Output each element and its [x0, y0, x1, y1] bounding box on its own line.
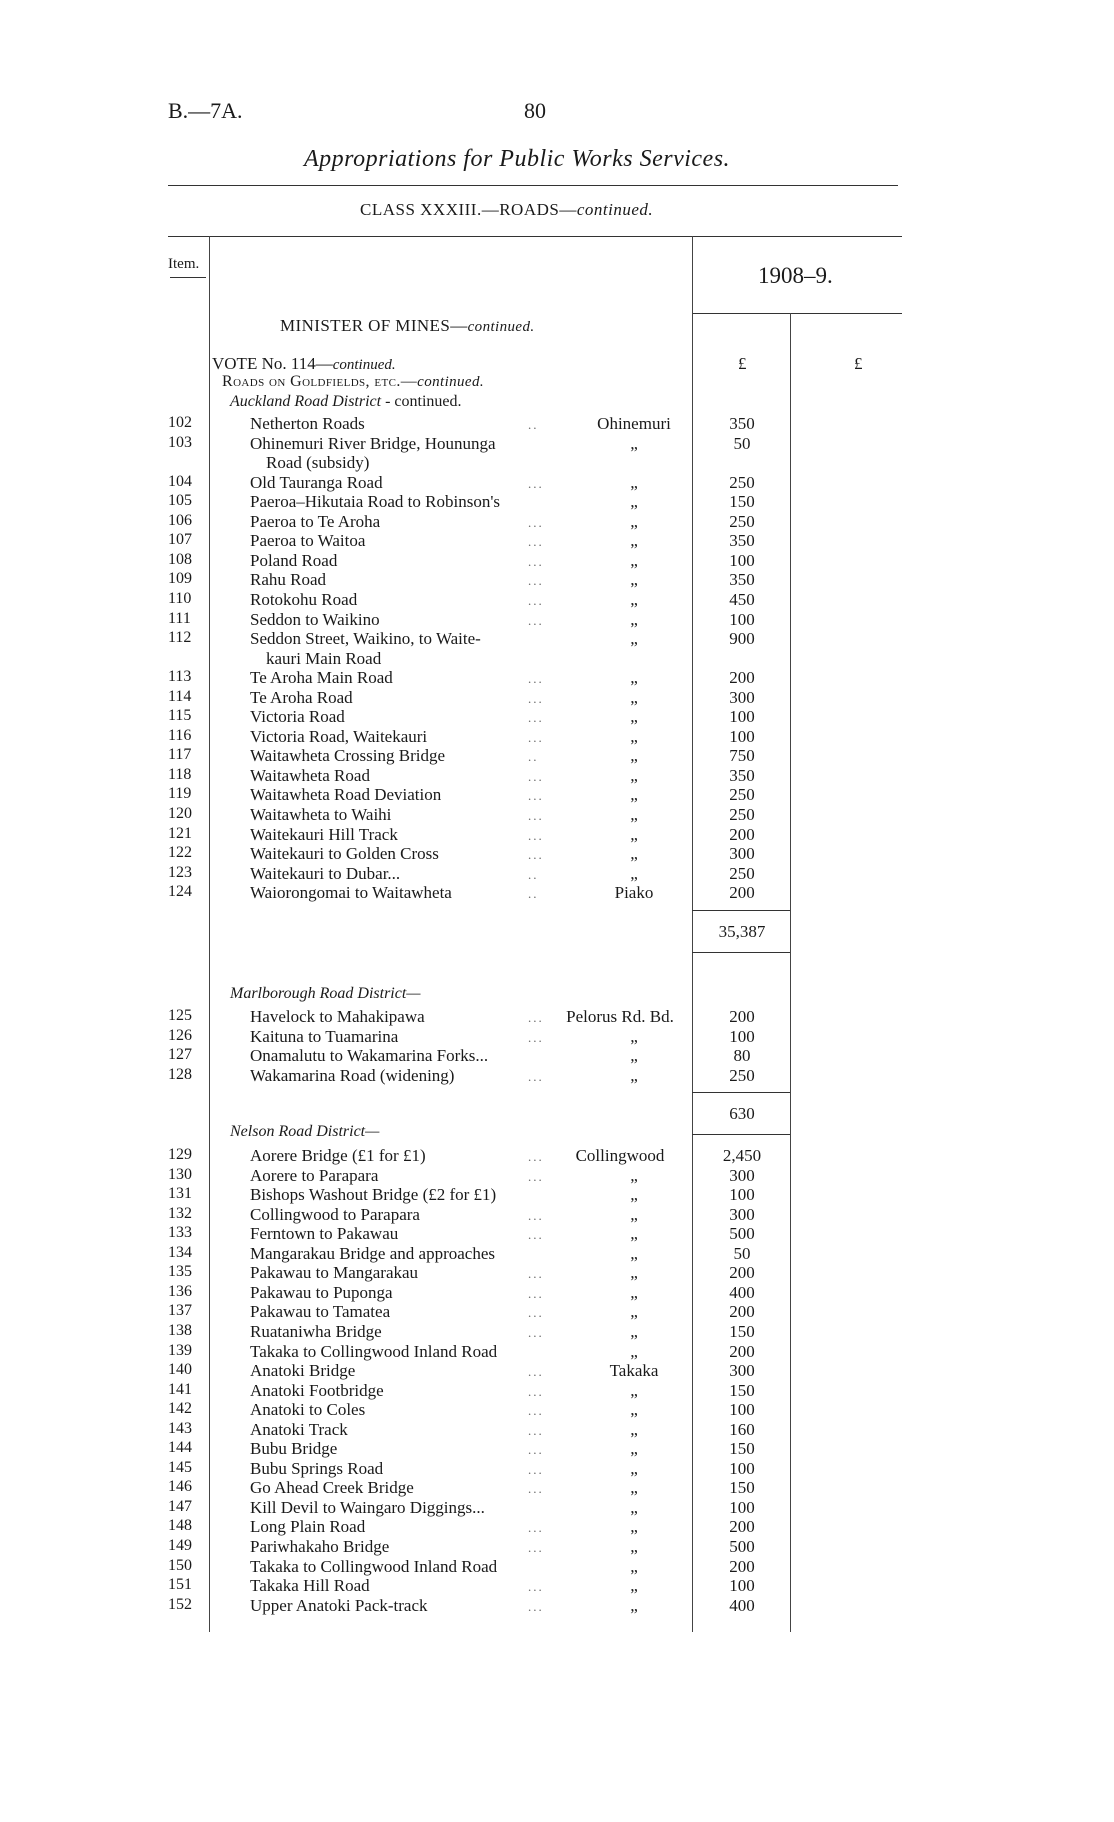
leader-dots: ... — [528, 1168, 544, 1184]
road-name: Te Aroha Road — [250, 687, 353, 707]
road-board: „ — [630, 1341, 638, 1361]
item-number: 138 — [168, 1321, 192, 1339]
amount: 150 — [729, 1321, 755, 1341]
road-board: „ — [630, 1263, 638, 1283]
item-number: 135 — [168, 1263, 192, 1281]
item-number: 146 — [168, 1478, 192, 1496]
road-name: Victoria Road, Waitekauri — [250, 726, 428, 746]
road-board: „ — [630, 1185, 638, 1205]
road-board: „ — [630, 863, 638, 883]
road-name: Ferntown to Pakawau — [250, 1224, 399, 1244]
year-column-header: 1908–9. — [758, 263, 833, 288]
subtotal-end-rule — [692, 952, 790, 953]
district-total: 630 — [729, 1104, 755, 1123]
vote-heading-main: VOTE No. 114— — [212, 354, 333, 373]
leader-dots: ... — [528, 1481, 544, 1497]
item-number: 103 — [168, 433, 192, 451]
district-heading-suffix: - continued. — [381, 393, 462, 410]
title-rule — [168, 185, 898, 186]
item-number: 124 — [168, 883, 192, 901]
leader-dots: ... — [528, 1442, 544, 1458]
leader-dots: ... — [528, 475, 544, 491]
item-number: 122 — [168, 844, 192, 862]
item-number: 136 — [168, 1282, 192, 1300]
leader-dots: ... — [528, 808, 544, 823]
road-name: Havelock to Mahakipawa — [250, 1007, 425, 1026]
leader-dots: ... — [528, 1579, 544, 1595]
item-column-header: Item. — [168, 256, 200, 272]
road-name: Ruataniwha Bridge — [250, 1321, 382, 1341]
item-number: 102 — [168, 414, 192, 431]
item-number: 141 — [168, 1380, 192, 1398]
road-name: Waitekauri Hill Track — [250, 824, 398, 844]
road-name: Takaka to Collingwood Inland Road — [250, 1341, 498, 1361]
district-heading-name: Auckland Road District — [230, 393, 382, 410]
road-name: Waitawheta to Waihi — [250, 805, 392, 824]
amount: 350 — [729, 531, 755, 551]
road-name: Takaka to Collingwood Inland Road — [250, 1556, 498, 1576]
class-heading-continued: continued. — [576, 200, 654, 219]
item-number: 125 — [168, 1007, 192, 1024]
road-board: „ — [630, 1224, 638, 1244]
amount: 200 — [729, 668, 755, 688]
road-name: Takaka Hill Road — [250, 1576, 370, 1596]
road-name: Seddon to Waikino — [250, 609, 380, 629]
road-board: „ — [630, 629, 638, 649]
amount: 100 — [729, 1458, 755, 1478]
item-number: 137 — [168, 1302, 192, 1320]
item-number: 109 — [168, 570, 192, 588]
leader-dots: .. — [528, 749, 539, 765]
road-board: „ — [630, 1026, 638, 1046]
road-name: Mangarakau Bridge and approaches — [250, 1243, 495, 1263]
road-name: Ohinemuri River Bridge, Hoununga — [250, 433, 496, 453]
road-name: Aorere Bridge (£1 for £1) — [250, 1146, 426, 1165]
item-number: 139 — [168, 1341, 192, 1359]
leader-dots: ... — [528, 1305, 544, 1321]
road-name: Kill Devil to Waingaro Diggings... — [250, 1497, 485, 1517]
leader-dots: ... — [528, 1149, 544, 1164]
road-name: Waitawheta Road — [250, 765, 370, 785]
road-board: „ — [630, 1595, 638, 1615]
road-board: „ — [630, 492, 638, 512]
road-board: Takaka — [609, 1361, 659, 1381]
leader-dots: ... — [528, 1010, 544, 1025]
class-heading-main: CLASS XXXIII.—ROADS— — [360, 200, 577, 219]
item-number: 150 — [168, 1556, 192, 1574]
amount: 200 — [729, 1341, 755, 1361]
road-name: Onamalutu to Wakamarina Forks... — [250, 1046, 489, 1066]
road-board: „ — [630, 550, 638, 570]
leader-dots: ... — [528, 534, 544, 550]
item-number: 149 — [168, 1537, 192, 1554]
leader-dots: ... — [528, 573, 544, 589]
minister-heading — [280, 316, 535, 336]
leader-dots: ... — [528, 1285, 544, 1301]
road-board: „ — [630, 472, 638, 492]
item-number: 127 — [168, 1046, 192, 1064]
roads-heading-main: Roads on Goldfields, etc.— — [222, 373, 418, 390]
item-number: 143 — [168, 1419, 192, 1437]
roads-heading — [222, 373, 484, 391]
road-name: Paeroa to Te Aroha — [250, 511, 381, 531]
leader-dots: ... — [528, 1227, 544, 1243]
amount: 100 — [729, 550, 755, 570]
road-board: „ — [630, 726, 638, 746]
road-board: „ — [630, 433, 638, 453]
amount: 200 — [729, 1263, 755, 1283]
item-number: 148 — [168, 1517, 192, 1535]
leader-dots: ... — [528, 1068, 544, 1084]
leader-dots: ... — [528, 690, 544, 706]
subtotal-end-rule — [692, 1134, 790, 1135]
district-heading — [230, 1123, 379, 1141]
subtotal-rule — [692, 1092, 790, 1093]
item-number: 116 — [168, 726, 192, 744]
road-name: Collingwood to Parapara — [250, 1204, 420, 1224]
item-number: 128 — [168, 1065, 192, 1083]
road-board: „ — [630, 1321, 638, 1341]
amount: 500 — [729, 1537, 755, 1556]
road-board: „ — [630, 1302, 638, 1322]
amount: 400 — [729, 1595, 755, 1615]
road-name: Long Plain Road — [250, 1517, 366, 1537]
item-number: 119 — [168, 785, 192, 803]
item-number: 111 — [168, 609, 191, 627]
road-board: „ — [630, 1046, 638, 1066]
road-board: Pelorus Rd. Bd. — [566, 1007, 674, 1026]
item-number: 110 — [168, 589, 192, 607]
item-number: 117 — [168, 746, 192, 764]
road-board: „ — [630, 1380, 638, 1400]
amount: 50 — [733, 433, 751, 453]
amount-column-rule-right — [790, 313, 791, 1632]
district-heading-name: Marlborough Road District— — [230, 985, 421, 1002]
amount: 350 — [729, 570, 755, 590]
leader-dots: ... — [528, 592, 544, 608]
road-name: Seddon Street, Waikino, to Waite- — [250, 629, 481, 649]
road-board: „ — [630, 531, 638, 551]
vote-heading-continued: continued. — [332, 357, 396, 373]
road-name: Bishops Washout Bridge (£2 for £1) — [250, 1185, 497, 1205]
minister-heading-continued: continued. — [467, 319, 535, 335]
amount: 200 — [729, 1302, 755, 1322]
road-name: Bubu Bridge — [250, 1439, 338, 1459]
road-board: „ — [630, 1204, 638, 1224]
road-name: Rahu Road — [250, 570, 327, 590]
item-column-rule — [209, 236, 210, 1632]
road-name: Paeroa–Hikutaia Road to Robinson's — [250, 492, 501, 512]
leader-dots: ... — [528, 1422, 544, 1438]
district-heading — [230, 985, 421, 1003]
leader-dots: ... — [528, 1266, 544, 1282]
district-heading-name: Nelson Road District— — [230, 1123, 380, 1140]
road-board: „ — [630, 1517, 638, 1537]
amount: 250 — [729, 472, 755, 492]
amount: 200 — [729, 1517, 755, 1537]
leader-dots: ... — [528, 671, 544, 687]
item-number: 131 — [168, 1185, 192, 1203]
road-name: Upper Anatoki Pack-track — [250, 1595, 428, 1615]
roads-heading-continued: continued. — [417, 374, 485, 390]
amount: 100 — [729, 1185, 755, 1205]
amount: 100 — [729, 609, 755, 629]
leader-dots: .. — [528, 886, 539, 902]
road-name: Paeroa to Waitoa — [250, 531, 366, 551]
item-number: 130 — [168, 1165, 192, 1183]
amount: 160 — [729, 1419, 755, 1439]
road-board: „ — [630, 746, 638, 766]
road-board: „ — [630, 765, 638, 785]
road-name: Waitekauri to Dubar... — [250, 863, 401, 883]
item-number: 142 — [168, 1400, 192, 1418]
amount: 150 — [729, 492, 755, 512]
amount: 350 — [729, 414, 755, 433]
road-board: Collingwood — [575, 1146, 665, 1165]
leader-dots: ... — [528, 847, 544, 863]
road-name: Netherton Roads — [250, 414, 365, 433]
amount: 100 — [729, 1576, 755, 1596]
amount: 150 — [729, 1439, 755, 1459]
item-number: 106 — [168, 511, 192, 529]
road-board: „ — [630, 570, 638, 590]
road-name: Anatoki Track — [250, 1419, 348, 1439]
amount: 250 — [729, 805, 755, 824]
subtotal-rule — [692, 910, 790, 911]
road-name: Waiorongomai to Waitawheta — [250, 883, 452, 903]
amount: 100 — [729, 1400, 755, 1420]
leader-dots: ... — [528, 710, 544, 726]
amount: 300 — [729, 687, 755, 707]
road-board: „ — [630, 1537, 638, 1556]
road-board: „ — [630, 844, 638, 864]
road-board: „ — [630, 824, 638, 844]
amount: 750 — [729, 746, 755, 766]
leader-dots: ... — [528, 1540, 544, 1555]
minister-heading-main: MINISTER OF MINES— — [280, 316, 468, 335]
road-name: Waitekauri to Golden Cross — [250, 844, 439, 864]
amount: 450 — [729, 589, 755, 609]
item-number: 144 — [168, 1439, 192, 1457]
amount: 100 — [729, 707, 755, 727]
item-number: 129 — [168, 1146, 192, 1163]
item-number: 123 — [168, 863, 192, 881]
amount: 50 — [733, 1243, 751, 1263]
road-name-continued: Road (subsidy) — [266, 453, 370, 473]
road-name: Aorere to Parapara — [250, 1165, 379, 1185]
amount: 250 — [729, 863, 755, 883]
item-number: 147 — [168, 1497, 192, 1515]
leader-dots: .. — [528, 866, 539, 882]
road-name: Te Aroha Main Road — [250, 668, 393, 688]
road-board: „ — [630, 687, 638, 707]
item-number: 132 — [168, 1204, 192, 1222]
amount: 2,450 — [722, 1146, 762, 1165]
item-number: 114 — [168, 687, 192, 705]
amount: 400 — [729, 1282, 755, 1302]
road-board: „ — [630, 1282, 638, 1302]
road-board: „ — [630, 668, 638, 688]
leader-dots: ... — [528, 1520, 544, 1536]
item-number: 115 — [168, 707, 192, 725]
amount: 150 — [729, 1380, 755, 1400]
leader-dots: ... — [528, 1207, 544, 1223]
leader-dots: ... — [528, 1324, 544, 1340]
leader-dots: .. — [528, 417, 539, 432]
leader-dots: ... — [528, 729, 544, 745]
item-number: 118 — [168, 765, 192, 783]
road-board: „ — [630, 1439, 638, 1459]
leader-dots: ... — [528, 1403, 544, 1419]
road-board: „ — [630, 609, 638, 629]
road-board: Piako — [614, 883, 654, 903]
item-number: 108 — [168, 550, 192, 568]
road-board: „ — [630, 1576, 638, 1596]
leader-dots: ... — [528, 827, 544, 843]
page-number: 80 — [524, 98, 546, 123]
amount: 100 — [729, 726, 755, 746]
item-header-underline — [170, 277, 206, 278]
leader-dots: ... — [528, 1364, 544, 1380]
leader-dots: ... — [528, 1383, 544, 1399]
amount: 300 — [729, 1204, 755, 1224]
amount: 80 — [733, 1046, 751, 1066]
amount: 200 — [729, 1007, 755, 1026]
road-board: „ — [630, 511, 638, 531]
item-number: 151 — [168, 1576, 192, 1594]
road-board: „ — [630, 707, 638, 727]
road-name: Anatoki Footbridge — [250, 1380, 384, 1400]
amount: 350 — [729, 765, 755, 785]
item-number: 120 — [168, 805, 192, 822]
amount: 250 — [729, 785, 755, 805]
road-name-continued: kauri Main Road — [266, 648, 382, 668]
road-name: Rotokohu Road — [250, 589, 358, 609]
report-reference: B.—7A. — [168, 98, 243, 123]
road-board: „ — [630, 589, 638, 609]
road-board: Ohinemuri — [597, 414, 671, 433]
pound-column-left: £ — [738, 354, 747, 373]
amount: 100 — [729, 1026, 755, 1046]
road-board: „ — [630, 1497, 638, 1517]
road-board: „ — [630, 1556, 638, 1576]
amount: 300 — [729, 1165, 755, 1185]
vote-heading — [212, 354, 396, 374]
road-name: Pariwhakaho Bridge — [250, 1537, 390, 1556]
leader-dots: ... — [528, 1461, 544, 1477]
road-name: Anatoki to Coles — [250, 1400, 366, 1420]
amount: 150 — [729, 1478, 755, 1498]
road-name: Go Ahead Creek Bridge — [250, 1478, 414, 1498]
amount: 300 — [729, 844, 755, 864]
item-number: 105 — [168, 492, 192, 510]
item-number: 145 — [168, 1458, 192, 1476]
road-name: Kaituna to Tuamarina — [250, 1026, 399, 1046]
page-title: Appropriations for Public Works Services. — [304, 146, 731, 172]
road-board: „ — [630, 1400, 638, 1420]
item-number: 134 — [168, 1243, 192, 1261]
road-board: „ — [630, 785, 638, 805]
item-number: 113 — [168, 668, 192, 686]
road-board: „ — [630, 1065, 638, 1085]
amount: 250 — [729, 511, 755, 531]
year-rule — [692, 313, 902, 314]
item-number: 107 — [168, 531, 192, 549]
road-board: „ — [630, 1419, 638, 1439]
road-board: „ — [630, 1478, 638, 1498]
road-board: „ — [630, 805, 638, 824]
item-number: 112 — [168, 629, 192, 647]
leader-dots: ... — [528, 768, 544, 784]
road-board: „ — [630, 1165, 638, 1185]
item-number: 133 — [168, 1224, 192, 1242]
road-name: Waitawheta Crossing Bridge — [250, 746, 446, 766]
leader-dots: ... — [528, 514, 544, 530]
leader-dots: ... — [528, 788, 544, 804]
road-board: „ — [630, 1458, 638, 1478]
leader-dots: ... — [528, 1029, 544, 1045]
class-heading — [360, 200, 653, 220]
road-name: Poland Road — [250, 550, 338, 570]
amount: 500 — [729, 1224, 755, 1244]
amount: 200 — [729, 883, 755, 903]
amount: 200 — [729, 824, 755, 844]
leader-dots: ... — [528, 553, 544, 569]
road-board: „ — [630, 1243, 638, 1263]
amount: 300 — [729, 1361, 755, 1381]
leader-dots: ... — [528, 1598, 544, 1614]
amount: 100 — [729, 1497, 755, 1517]
item-number: 126 — [168, 1026, 192, 1044]
leader-dots: ... — [528, 612, 544, 628]
pound-column-right: £ — [854, 354, 863, 373]
road-name: Pakawau to Mangarakau — [250, 1263, 419, 1283]
road-name: Pakawau to Puponga — [250, 1282, 393, 1302]
road-name: Bubu Springs Road — [250, 1458, 384, 1478]
amount: 250 — [729, 1065, 755, 1085]
road-name: Pakawau to Tamatea — [250, 1302, 391, 1322]
road-name: Wakamarina Road (widening) — [250, 1065, 455, 1085]
road-name: Old Tauranga Road — [250, 472, 383, 492]
amount: 200 — [729, 1556, 755, 1576]
district-total: 35,387 — [718, 922, 766, 941]
item-number: 121 — [168, 824, 192, 842]
road-name: Waitawheta Road Deviation — [250, 785, 442, 805]
amount: 900 — [729, 629, 755, 649]
table-top-rule — [168, 236, 902, 237]
item-number: 152 — [168, 1595, 192, 1613]
road-name: Victoria Road — [250, 707, 345, 727]
district-heading — [230, 393, 462, 411]
item-number: 140 — [168, 1361, 192, 1379]
road-name: Anatoki Bridge — [250, 1361, 356, 1381]
item-number: 104 — [168, 472, 192, 490]
